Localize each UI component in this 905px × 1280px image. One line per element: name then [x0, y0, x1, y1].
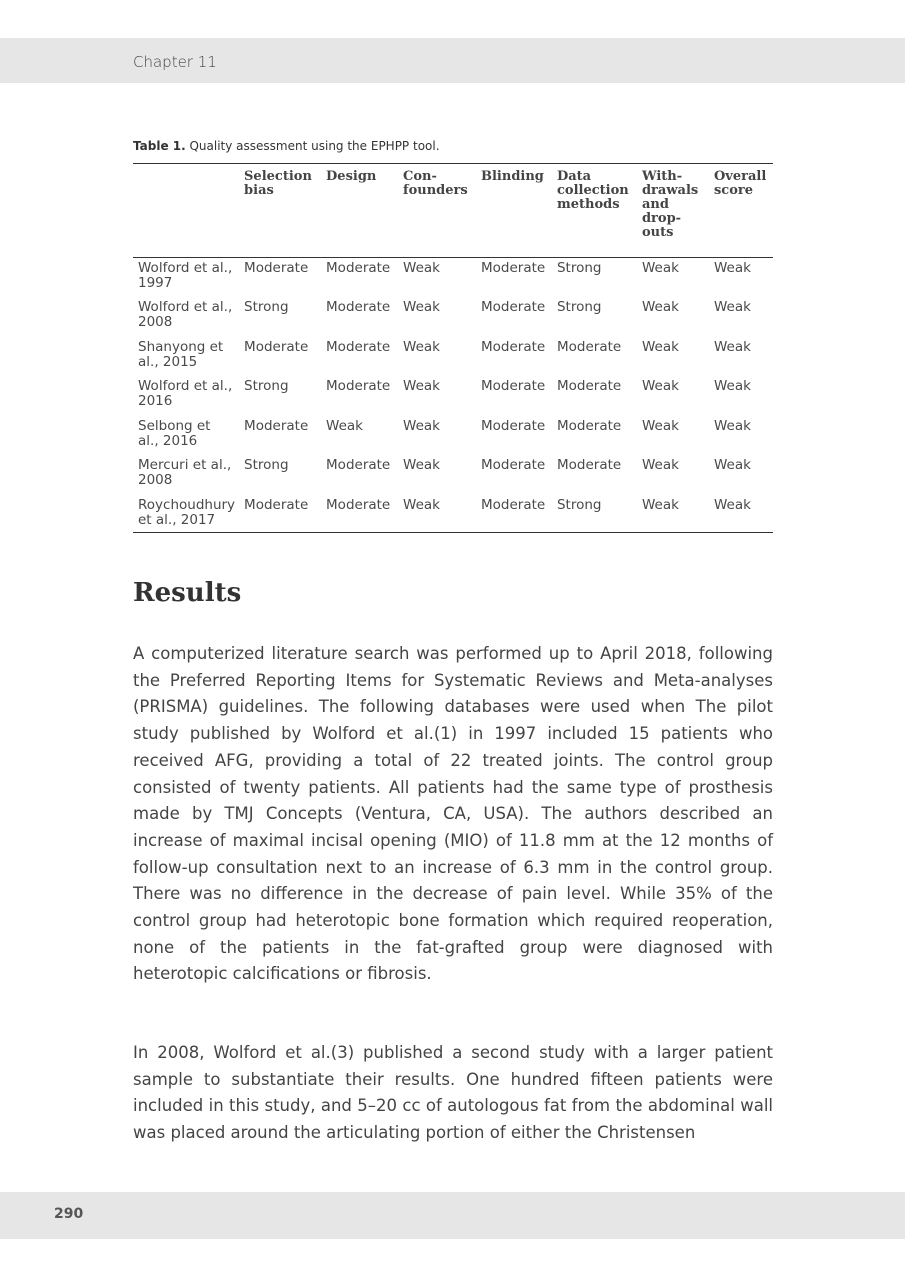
table-cell: Moderate: [556, 378, 622, 394]
ephpp-quality-table: [133, 163, 773, 533]
table-cell: Strong: [556, 496, 602, 513]
table-cell: Weak: [713, 496, 751, 513]
table-row: [133, 376, 773, 416]
table-cell: Weak: [641, 260, 679, 276]
table-cell: Weak: [326, 417, 363, 434]
results-paragraph-2: In 2008, Wolford et al.(3) published a second study with a larger patient sample to substantiate their results. One hundred fifteen patients were included in this study, and 5–20 cc of autologous fat from the abdominal wall was placed around the articulating portion of either the Christensen: [133, 1043, 773, 1143]
table-cell: Moderate: [326, 496, 391, 513]
table-cell: Moderate: [326, 457, 391, 473]
table-cell: Weak: [641, 457, 679, 473]
table-cell: Weak: [713, 417, 751, 434]
table-cell: Moderate: [244, 260, 309, 276]
table-cell: Weak: [641, 496, 679, 513]
table-cell: Strong: [556, 260, 602, 276]
table-header: [133, 164, 773, 258]
table-cell: Weak: [403, 378, 440, 394]
table-cell: Weak: [713, 299, 751, 315]
table-row: [133, 416, 773, 456]
table-cell: Weak: [641, 338, 679, 355]
table-cell: Weak: [713, 378, 751, 394]
table-cell: Strong: [244, 457, 289, 473]
header-cell-study: [133, 164, 239, 258]
table-cell-study: Wolford et al., 1997: [138, 260, 233, 291]
table-cell: Weak: [403, 299, 440, 315]
table-cell: Moderate: [326, 260, 391, 276]
table-cell-study: Wolford et al., 2016: [138, 378, 233, 409]
table-body: [133, 258, 773, 533]
table-header-row: [133, 164, 773, 258]
table-row: [133, 297, 773, 337]
table-row: [133, 337, 773, 377]
table-cell: Moderate: [481, 299, 546, 315]
table-cell: Moderate: [481, 260, 546, 276]
chapter-label: Chapter 11: [133, 53, 217, 71]
table-cell: Moderate: [481, 496, 546, 513]
header-cell-withdrawals: With-drawals and drop-outs: [641, 169, 699, 240]
results-paragraph-1: A computerized literature search was performed up to April 2018, following the Preferred Reporting Items for Systematic Reviews and Meta-analyses (PRISMA) guidelines. The following databases were used when The pilot study published by Wolford et al.(1) in 1997 included 15 patients who received AFG, providing a total of 22 treated joints. The control group consisted of twenty patients. All patients had the same type of prosthesis made by TMJ Concepts (Ventura, CA, USA). The authors described an increase of maximal incisal opening (MIO) of 11.8 mm at the 12 months of follow-up consultation next to an increase of 6.3 mm in the control group. There was no difference in the decrease of pain level. While 35% of the control group had heterotopic bone formation which required reoperation, none of the patients in the fat-grafted group were diagnosed with heterotopic calcifications or fibrosis.: [133, 644, 773, 984]
table-cell: Moderate: [481, 417, 546, 434]
table-cell: Moderate: [244, 417, 309, 434]
table-row: [133, 495, 773, 533]
table-cell: Weak: [641, 299, 679, 315]
header-cell-blinding: Blinding: [481, 169, 544, 184]
header-cell-design: Design: [326, 169, 377, 184]
page-number: 290: [54, 1206, 84, 1222]
table-cell: Moderate: [244, 496, 309, 513]
table-row: [133, 455, 773, 495]
table-cell: Weak: [713, 260, 751, 276]
table-cell: Moderate: [481, 378, 546, 394]
table-cell: Moderate: [481, 457, 546, 473]
table-cell: Moderate: [244, 338, 309, 355]
table-caption: [133, 139, 440, 153]
header-cell-overall-score: Overall score: [713, 169, 767, 198]
footer-band: [0, 1192, 905, 1239]
table-cell: Moderate: [556, 457, 622, 473]
table-cell: Weak: [403, 496, 440, 513]
table-cell: Moderate: [556, 417, 622, 434]
table-cell: Moderate: [326, 299, 391, 315]
table-cell: Weak: [713, 338, 751, 355]
table-caption-text: Quality assessment using the EPHPP tool.: [185, 139, 440, 153]
table-cell-study: Wolford et al., 2008: [138, 299, 233, 330]
table-cell-study: Mercuri et al., 2008: [138, 457, 232, 488]
table-cell: Weak: [403, 417, 440, 434]
header-cell-data-collection: Data collection methods: [556, 169, 629, 212]
table-cell: Weak: [403, 457, 440, 473]
table-cell: Moderate: [556, 338, 622, 355]
table-cell: Strong: [244, 299, 289, 315]
table-cell-study: Roychoudhury et al., 2017: [138, 496, 236, 528]
table-cell: Moderate: [326, 378, 391, 394]
table-cell: Strong: [556, 299, 602, 315]
table-cell: Strong: [244, 378, 289, 394]
table-cell: Moderate: [481, 338, 546, 355]
table-cell: Weak: [403, 338, 440, 355]
table-cell: Weak: [641, 417, 679, 434]
table-row: [133, 258, 773, 298]
table-cell: Weak: [713, 457, 751, 473]
header-cell-confounders: Con-founders: [403, 169, 468, 198]
results-heading: Results: [133, 578, 242, 608]
table-cell-study: Selbong et al., 2016: [138, 417, 211, 449]
table-cell: Weak: [641, 378, 679, 394]
header-cell-selection-bias: Selection bias: [244, 169, 312, 198]
table-cell: Moderate: [326, 338, 391, 355]
table-cell-study: Shanyong et al., 2015: [138, 338, 224, 370]
table-cell: Weak: [403, 260, 440, 276]
table-caption-label: Table 1.: [133, 139, 186, 153]
